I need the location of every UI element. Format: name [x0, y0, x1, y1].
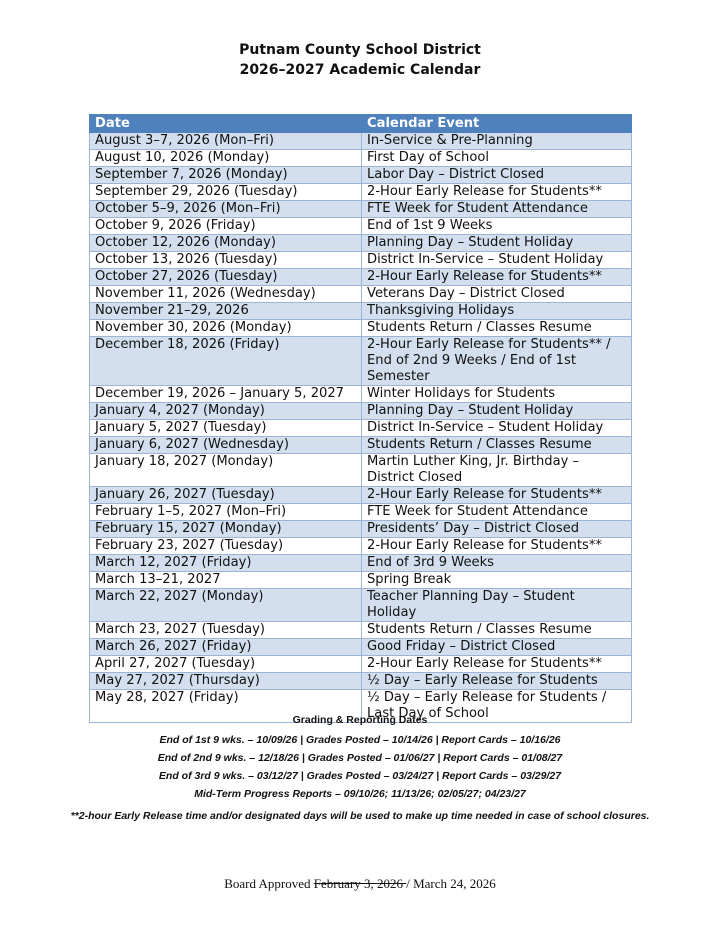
event-cell: Students Return / Classes Resume: [362, 320, 632, 337]
table-row: [90, 303, 632, 320]
table-row: [90, 218, 632, 235]
date-cell: January 18, 2027 (Monday): [90, 454, 362, 487]
table-row: [90, 167, 632, 184]
table-row: [90, 673, 632, 690]
date-cell: January 5, 2027 (Tuesday): [90, 420, 362, 437]
document-title: Putnam County School District: [239, 42, 481, 58]
calendar-table: [89, 114, 632, 723]
event-cell: End of 3rd 9 Weeks: [362, 555, 632, 572]
date-cell: March 26, 2027 (Friday): [90, 639, 362, 656]
date-cell: January 26, 2027 (Tuesday): [90, 487, 362, 504]
date-cell: May 27, 2027 (Thursday): [90, 673, 362, 690]
date-cell: October 13, 2026 (Tuesday): [90, 252, 362, 269]
table-row: [90, 487, 632, 504]
date-cell: October 9, 2026 (Friday): [90, 218, 362, 235]
grading-line: End of 1st 9 wks. – 10/09/26 | Grades Posted – 10/14/26 | Report Cards – 10/16/26: [159, 734, 561, 746]
date-cell: September 29, 2026 (Tuesday): [90, 184, 362, 201]
event-cell: Thanksgiving Holidays: [362, 303, 632, 320]
struck-approval-date: February 3, 2026: [313, 876, 407, 891]
table-row: [90, 555, 632, 572]
date-cell: October 12, 2026 (Monday): [90, 235, 362, 252]
table-row: [90, 184, 632, 201]
event-cell: Planning Day – Student Holiday: [362, 235, 632, 252]
grading-section-title: Grading & Reporting Dates: [292, 714, 428, 726]
table-row: [90, 504, 632, 521]
document-subtitle: 2026–2027 Academic Calendar: [239, 62, 481, 78]
event-cell: ½ Day – Early Release for Students / Last Day of School: [362, 690, 632, 723]
board-approval-line: [0, 876, 720, 892]
event-cell: First Day of School: [362, 150, 632, 167]
date-cell: January 4, 2027 (Monday): [90, 403, 362, 420]
event-cell: Winter Holidays for Students: [362, 386, 632, 403]
date-cell: January 6, 2027 (Wednesday): [90, 437, 362, 454]
event-cell: FTE Week for Student Attendance: [362, 504, 632, 521]
date-cell: December 19, 2026 – January 5, 2027: [90, 386, 362, 403]
approval-prefix: Board Approved: [224, 876, 314, 891]
date-cell: October 27, 2026 (Tuesday): [90, 269, 362, 286]
event-cell: District In-Service – Student Holiday: [362, 252, 632, 269]
early-release-footnote: **2-hour Early Release time and/or designated days will be used to make up time needed in case of school closures.: [70, 810, 650, 822]
date-cell: April 27, 2027 (Tuesday): [90, 656, 362, 673]
table-row: [90, 521, 632, 538]
table-row: [90, 639, 632, 656]
progress-reports-line: Mid-Term Progress Reports – 09/10/26; 11/13/26; 02/05/27; 04/23/27: [194, 788, 526, 800]
event-cell: FTE Week for Student Attendance: [362, 201, 632, 218]
event-cell: Students Return / Classes Resume: [362, 437, 632, 454]
event-cell: Martin Luther King, Jr. Birthday – District Closed: [362, 454, 632, 487]
table-row: [90, 320, 632, 337]
event-cell: Spring Break: [362, 572, 632, 589]
date-cell: March 22, 2027 (Monday): [90, 589, 362, 622]
calendar-table-body: [90, 133, 632, 723]
date-cell: May 28, 2027 (Friday): [90, 690, 362, 723]
date-cell: March 23, 2027 (Tuesday): [90, 622, 362, 639]
event-cell: 2-Hour Early Release for Students**: [362, 487, 632, 504]
event-column-header: Calendar Event: [362, 115, 632, 133]
table-row: [90, 622, 632, 639]
table-row: [90, 403, 632, 420]
date-cell: October 5–9, 2026 (Mon–Fri): [90, 201, 362, 218]
table-row: [90, 269, 632, 286]
event-cell: 2-Hour Early Release for Students**: [362, 269, 632, 286]
table-row: [90, 656, 632, 673]
event-cell: End of 1st 9 Weeks: [362, 218, 632, 235]
date-column-header: Date: [90, 115, 362, 133]
table-row: [90, 437, 632, 454]
date-cell: February 1–5, 2027 (Mon–Fri): [90, 504, 362, 521]
event-cell: Students Return / Classes Resume: [362, 622, 632, 639]
date-cell: November 30, 2026 (Monday): [90, 320, 362, 337]
table-row: [90, 150, 632, 167]
date-cell: November 21–29, 2026: [90, 303, 362, 320]
grading-line: End of 3rd 9 wks. – 03/12/27 | Grades Posted – 03/24/27 | Report Cards – 03/29/27: [158, 770, 562, 782]
date-cell: March 12, 2027 (Friday): [90, 555, 362, 572]
table-header-row: [90, 115, 632, 133]
event-cell: 2-Hour Early Release for Students**: [362, 656, 632, 673]
grading-line: End of 2nd 9 wks. – 12/18/26 | Grades Posted – 01/06/27 | Report Cards – 01/08/27: [157, 752, 563, 764]
date-cell: February 15, 2027 (Monday): [90, 521, 362, 538]
date-cell: December 18, 2026 (Friday): [90, 337, 362, 386]
event-cell: Good Friday – District Closed: [362, 639, 632, 656]
event-cell: Teacher Planning Day – Student Holiday: [362, 589, 632, 622]
event-cell: District In-Service – Student Holiday: [362, 420, 632, 437]
event-cell: In-Service & Pre-Planning: [362, 133, 632, 150]
table-row: [90, 572, 632, 589]
date-cell: September 7, 2026 (Monday): [90, 167, 362, 184]
table-row: [90, 201, 632, 218]
table-row: [90, 589, 632, 622]
table-row: [90, 454, 632, 487]
event-cell: Labor Day – District Closed: [362, 167, 632, 184]
table-row: [90, 235, 632, 252]
event-cell: Planning Day – Student Holiday: [362, 403, 632, 420]
table-row: [90, 538, 632, 555]
date-cell: February 23, 2027 (Tuesday): [90, 538, 362, 555]
table-row: [90, 386, 632, 403]
event-cell: 2-Hour Early Release for Students**: [362, 538, 632, 555]
event-cell: ½ Day – Early Release for Students: [362, 673, 632, 690]
event-cell: Presidents’ Day – District Closed: [362, 521, 632, 538]
event-cell: 2-Hour Early Release for Students**: [362, 184, 632, 201]
approval-date: / March 24, 2026: [406, 876, 496, 891]
date-cell: August 3–7, 2026 (Mon–Fri): [90, 133, 362, 150]
date-cell: November 11, 2026 (Wednesday): [90, 286, 362, 303]
table-row: [90, 420, 632, 437]
table-row: [90, 337, 632, 386]
date-cell: March 13–21, 2027: [90, 572, 362, 589]
event-cell: 2-Hour Early Release for Students** / End of 2nd 9 Weeks / End of 1st Semester: [362, 337, 632, 386]
table-row: [90, 286, 632, 303]
table-row: [90, 133, 632, 150]
date-cell: August 10, 2026 (Monday): [90, 150, 362, 167]
table-row: [90, 252, 632, 269]
event-cell: Veterans Day – District Closed: [362, 286, 632, 303]
